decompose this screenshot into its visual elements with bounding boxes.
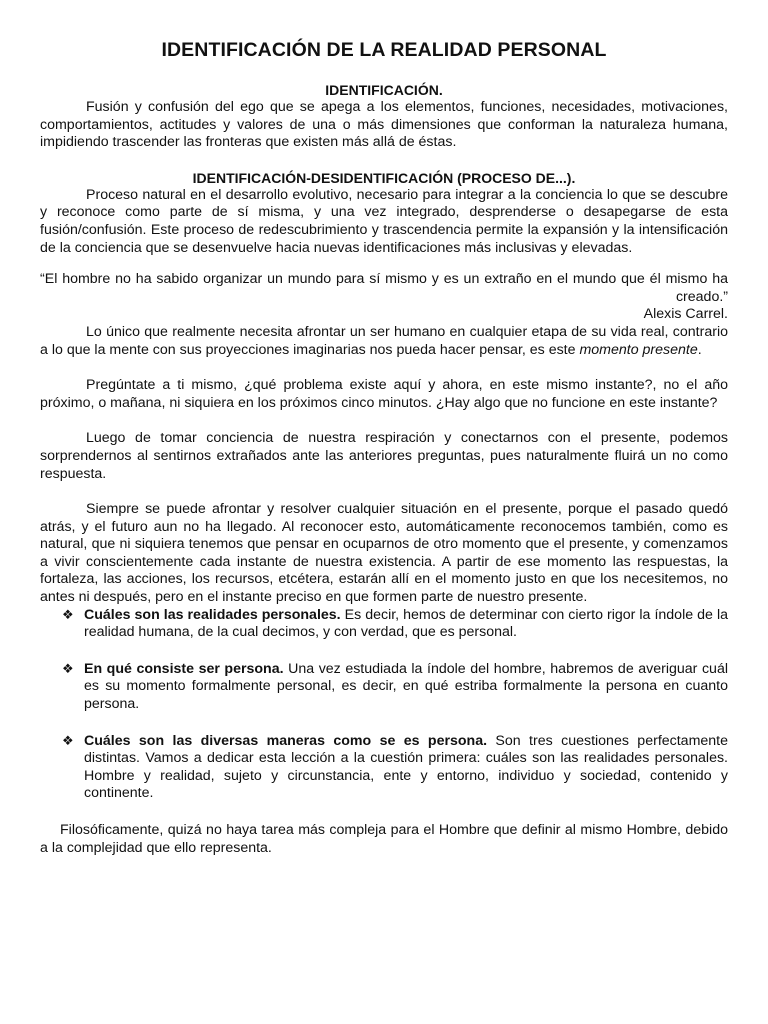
diamond-bullet-icon: ❖ <box>62 661 74 677</box>
paragraph-emphasis: momento presente <box>579 341 698 358</box>
section-heading-identificacion: IDENTIFICACIÓN. <box>325 82 443 98</box>
quote-author: Alexis Carrel. <box>643 306 728 323</box>
list-item <box>40 733 728 803</box>
diamond-bullet-icon: ❖ <box>62 607 74 623</box>
section-text-identificacion: Fusión y confusión del ego que se apega a los elementos, funciones, necesidades, motivaciones, comportamientos, actitudes y valores de una o más dimensiones que conforman la naturaleza humana, impidiendo trascender las fronteras que existen más allá de éstas. <box>40 99 728 151</box>
list-item <box>40 661 728 714</box>
document-title: IDENTIFICACIÓN DE LA REALIDAD PERSONAL <box>161 39 607 61</box>
quote-text: “El hombre no ha sabido organizar un mundo para sí mismo y es un extraño en el mundo que él mismo ha creado.” <box>40 271 728 305</box>
bullet-list <box>40 607 728 803</box>
diamond-bullet-icon: ❖ <box>62 733 74 749</box>
paragraph-end: . <box>697 341 702 358</box>
document-page <box>40 38 728 857</box>
bullet-bold-text: Cuáles son las diversas maneras como se es persona. <box>84 732 488 749</box>
bullet-bold-text: Cuáles son las realidades personales. <box>84 606 341 623</box>
section-text-desidentificacion: Proceso natural en el desarrollo evolutivo, necesario para integrar a la conciencia lo que se descubre y reconoce como parte de sí misma, y una vez integrado, desprenderse o desapegarse de esta fusión/confusión. Este proceso de redescubrimiento y trascendencia permite la expansión y la intensificación de la conciencia que se desenvuelve hacia nuevas identificaciones más inclusivas y elevadas. <box>40 186 728 256</box>
paragraph-presente: Siempre se puede afrontar y resolver cualquier situación en el presente, porque el pasado quedó atrás, y el futuro aun no ha llegado. Al reconocer esto, automáticamente reconocemos también, como es natural, que ni siquiera tenemos que pensar en ocuparnos de otro momento que el presente, y comenzamos a vivir conscientemente cada instante de nuestra existencia. A partir de ese momento las respuestas, la fortaleza, las acciones, los recursos, etcétera, estarán allí en el momento justo en que los necesitemos, no antes ni después, pero en el instante preciso en que formen parte de nuestro presente. <box>40 501 728 606</box>
closing-paragraph: Filosóficamente, quizá no haya tarea más compleja para el Hombre que definir al mismo Hombre, debido a la complejidad que ello representa. <box>40 822 728 856</box>
bullet-bold-text: En qué consiste ser persona. <box>84 660 284 677</box>
section-heading-desidentificacion: IDENTIFICACIÓN-DESIDENTIFICACIÓN (PROCESO DE...). <box>192 169 576 186</box>
paragraph-text: Lo único que realmente necesita afrontar un ser humano en cualquier etapa de su vida real, contrario a lo que la mente con sus proyecciones imaginarias nos pueda hacer pensar, es este <box>40 323 728 358</box>
list-item <box>40 607 728 642</box>
bullet-text: Son tres cuestiones perfectamente distintas. Vamos a dedicar esta lección a la cuestión primera: cuáles son las realidades personales. Hombre y realidad, sujeto y circunstancia, ente y entorno, individuo y sociedad, contenido y continente. <box>84 732 729 802</box>
bullet-text: Una vez estudiada la índole del hombre, habremos de averiguar cuál es su momento formalmente personal, es decir, en qué estriba formalmente la persona en cuanto persona. <box>84 660 728 713</box>
paragraph-preguntate: Pregúntate a ti mismo, ¿qué problema existe aquí y ahora, en este mismo instante?, no el año próximo, o mañana, ni siquiera en los próximos cinco minutos. ¿Hay algo que no funcione en este instante? <box>40 377 728 411</box>
bullet-text: Es decir, hemos de determinar con cierto rigor la índole de la realidad humana, de la cual decimos, y con verdad, que es personal. <box>84 606 728 641</box>
paragraph-momento-presente <box>40 324 728 359</box>
paragraph-respiracion: Luego de tomar conciencia de nuestra respiración y conectarnos con el presente, podemos sorprendernos al sentirnos extrañados ante las anteriores preguntas, pues naturalmente fluirá un no como respuesta. <box>40 430 728 482</box>
